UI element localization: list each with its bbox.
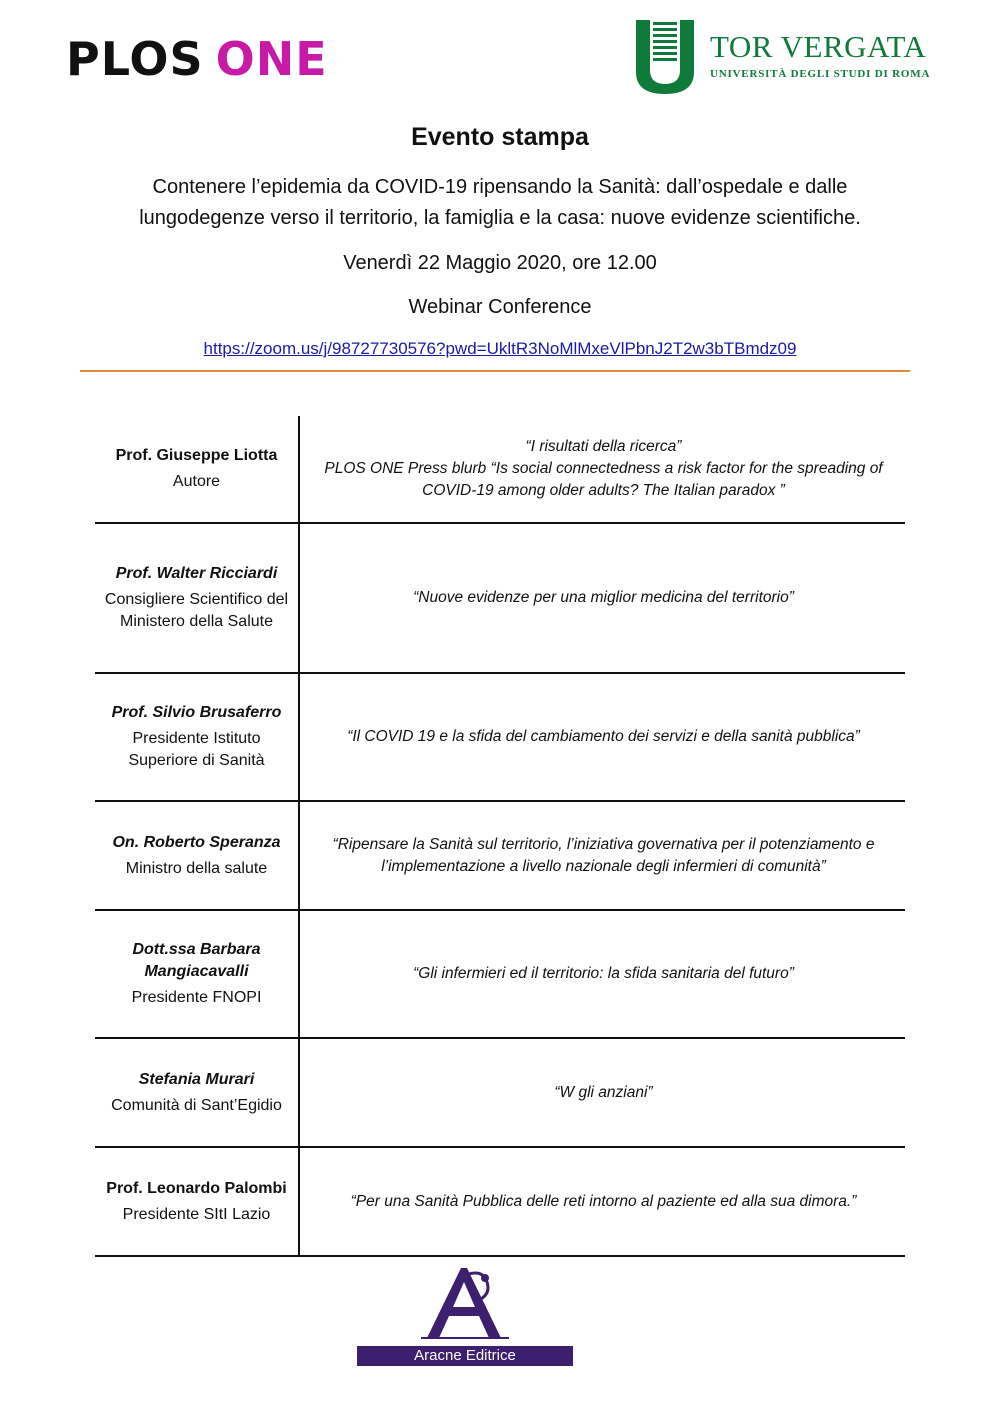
talk-cell: [302, 1148, 905, 1255]
speaker-cell: [95, 911, 298, 1037]
tor-vergata-logo: [634, 18, 934, 98]
subtitle-line-2: lungodegenze verso il territorio, la famiglia e la casa: nuove evidenze scientifiche.: [139, 207, 861, 229]
plos-logo-text: PLOS: [66, 32, 204, 86]
talk-cell: [302, 416, 905, 522]
tor-vergata-subtitle: UNIVERSITÀ DEGLI STUDI DI ROMA: [710, 68, 931, 80]
talk-cell: [302, 524, 905, 672]
table-row: [95, 1148, 905, 1257]
speaker-role: Ministro della salute: [125, 859, 268, 877]
event-format: Webinar Conference: [408, 296, 592, 318]
talk-line: COVID-19 among older adults? The Italian paradox ”: [422, 482, 785, 499]
talk-cell: [302, 674, 905, 800]
talk-line: “I risultati della ricerca”: [525, 438, 682, 455]
plos-one-logo: [66, 30, 328, 88]
talk-line: “W gli anziani”: [554, 1083, 653, 1101]
table-row: [95, 674, 905, 802]
speaker-name: Prof. Silvio Brusaferro: [111, 704, 282, 721]
tor-vergata-emblem-icon: [634, 18, 696, 96]
speaker-role: Autore: [172, 473, 221, 490]
speaker-name: Stefania Murari: [138, 1070, 255, 1088]
speaker-cell: [95, 524, 298, 672]
talk-cell: [302, 911, 905, 1037]
talk-line: PLOS ONE Press blurb “Is social connectedness a risk factor for the spreading of: [324, 460, 883, 477]
speaker-name: Prof. Walter Ricciardi: [115, 565, 278, 582]
speaker-role: Presidente Istituto Superiore di Sanità: [128, 730, 265, 769]
talk-line: l’implementazione a livello nazionale degli infermieri di comunità”: [381, 857, 826, 875]
event-subtitle: [80, 172, 920, 234]
table-row: [95, 911, 905, 1039]
aracne-emblem-icon: [417, 1264, 513, 1340]
speaker-role: Presidente SItI Lazio: [122, 1205, 271, 1223]
aracne-label: Aracne Editrice: [357, 1346, 573, 1366]
tor-vergata-title: TOR VERGATA: [710, 29, 927, 64]
speaker-cell: [95, 802, 298, 909]
zoom-link[interactable]: https://zoom.us/j/98727730576?pwd=UkltR3NoMlMxeVlPbnJ2T2w3bTBmdz09: [203, 339, 797, 358]
speaker-name: Dott.ssa Barbara Mangiacavalli: [132, 941, 261, 980]
speaker-cell: [95, 1039, 298, 1146]
speaker-cell: [95, 1148, 298, 1255]
speaker-name: Prof. Leonardo Palombi: [106, 1179, 287, 1197]
aracne-logo: [357, 1264, 573, 1366]
speaker-cell: [95, 674, 298, 800]
talk-cell: [302, 1039, 905, 1146]
orange-divider: [80, 370, 910, 372]
talk-line: “Per una Sanità Pubblica delle reti intorno al paziente ed alla sua dimora.”: [350, 1192, 857, 1210]
speaker-cell: [95, 416, 298, 522]
table-row: [95, 1039, 905, 1148]
table-row: [95, 416, 905, 524]
one-logo-text: ONE: [215, 32, 328, 86]
table-row: [95, 524, 905, 674]
talk-line: “Gli infermieri ed il territorio: la sfida sanitaria del futuro”: [413, 965, 794, 982]
speaker-role: Presidente FNOPI: [131, 989, 262, 1006]
talk-line: “Nuove evidenze per una miglior medicina del territorio”: [413, 589, 794, 606]
speaker-role: Consigliere Scientifico del Ministero della Salute: [104, 591, 289, 630]
speaker-name: Prof. Giuseppe Liotta: [115, 447, 278, 464]
talk-line: “Il COVID 19 e la sfida del cambiamento dei servizi e della sanità pubblica”: [347, 728, 860, 745]
speaker-role: Comunità di Sant’Egidio: [111, 1096, 282, 1114]
event-date: Venerdì 22 Maggio 2020, ore 12.00: [343, 252, 657, 274]
event-title: Evento stampa: [411, 123, 589, 151]
speaker-name: On. Roberto Speranza: [112, 833, 281, 851]
talk-line: “Ripensare la Sanità sul territorio, l’iniziativa governativa per il potenziamento e: [332, 835, 875, 853]
table-row: [95, 802, 905, 911]
talk-cell: [302, 802, 905, 909]
subtitle-line-1: Contenere l’epidemia da COVID-19 ripensando la Sanità: dall’ospedale e dalle: [152, 176, 848, 198]
